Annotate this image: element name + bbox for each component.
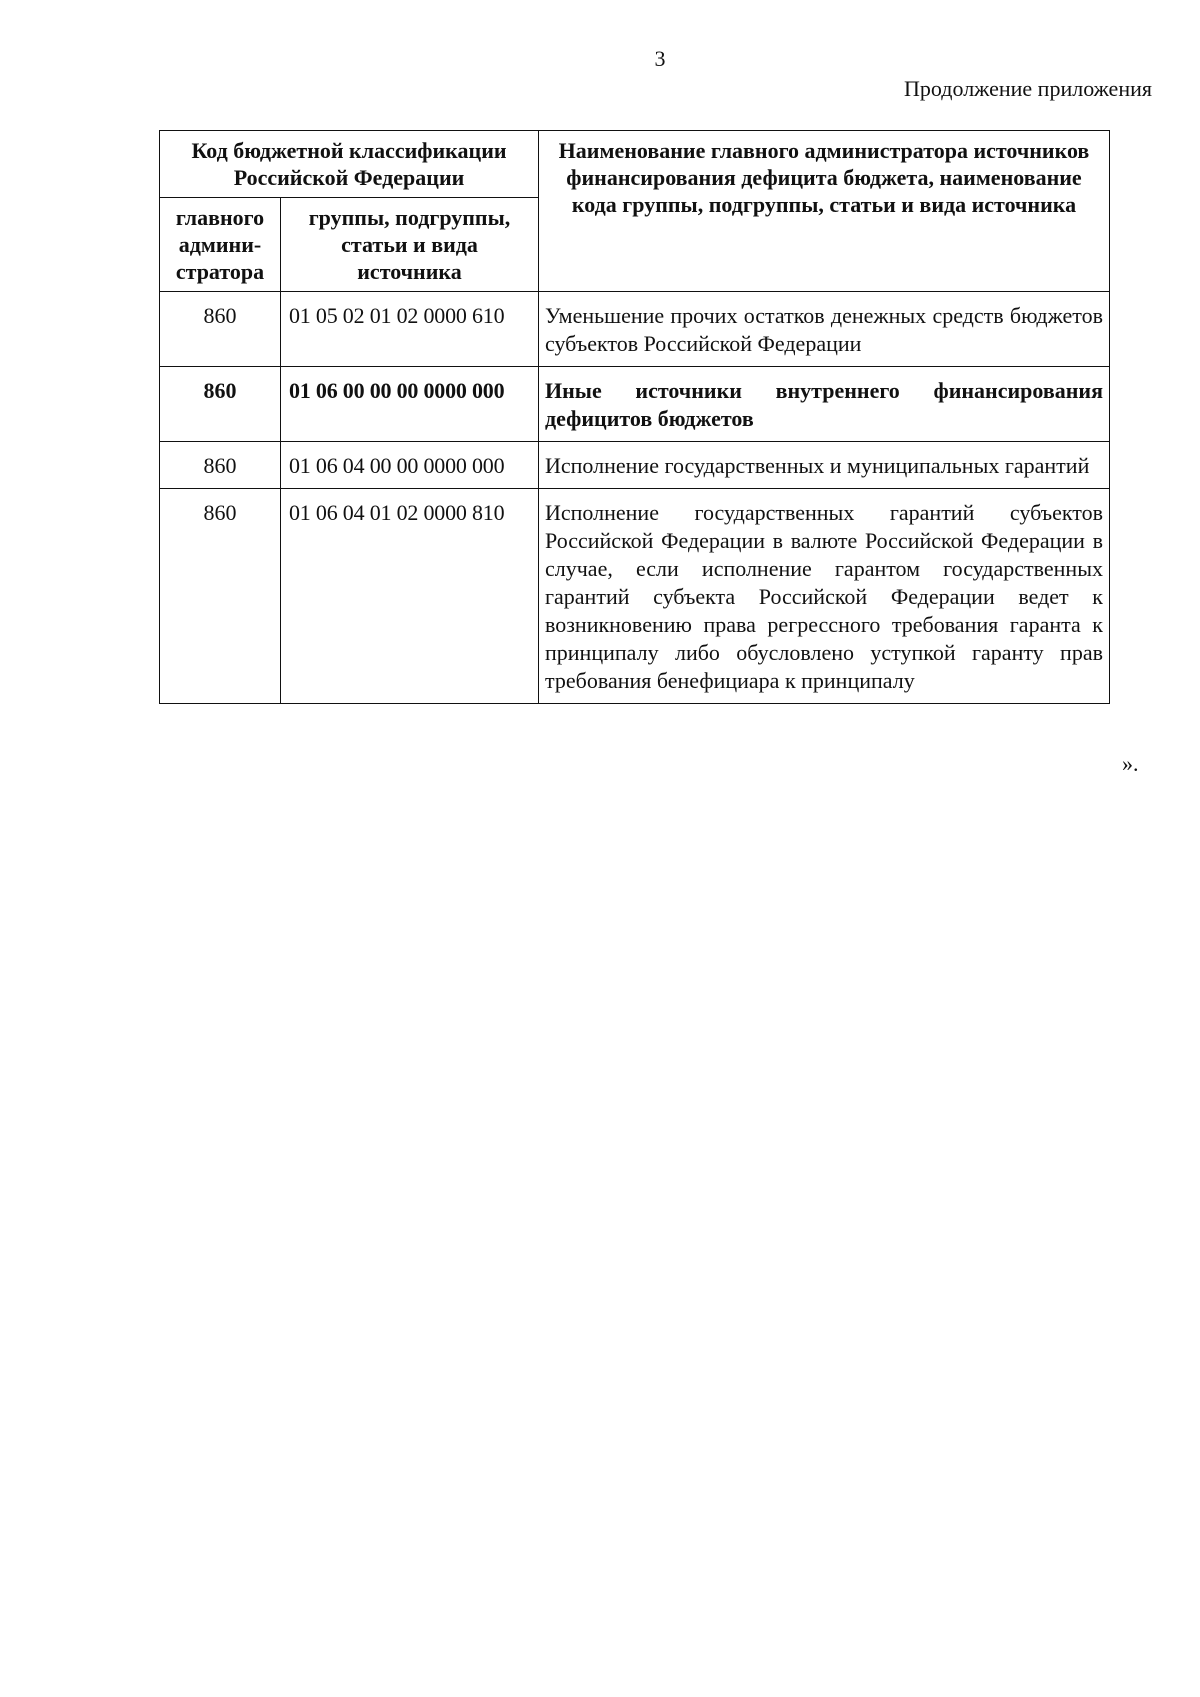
- admin-code-cell: 860: [160, 292, 281, 367]
- source-name-cell: Иные источники внутреннего финансирования дефицитов бюджетов: [539, 367, 1110, 442]
- table-row: [160, 292, 1110, 367]
- header-source-column: группы, подгруппы, статьи и вида источника: [281, 198, 539, 292]
- admin-code-cell: 860: [160, 442, 281, 489]
- header-code-group: Код бюджетной классификации Российской Федерации: [160, 131, 539, 198]
- source-name-cell: Исполнение государственных гарантий субъектов Российской Федерации в валюте Российской Федерации в случае, если исполнение гарантом государственных гарантий субъекта Российской Федерации ведет к возникновению права регрессного требования гаранта к принципалу либо обусловлено уступкой гаранту прав требования бенефициара к принципалу: [539, 489, 1110, 704]
- source-name-cell: Исполнение государственных и муниципальных гарантий: [539, 442, 1110, 489]
- source-code-cell: 01 06 00 00 00 0000 000: [281, 367, 539, 442]
- admin-code-cell: 860: [160, 367, 281, 442]
- page-number: 3: [654, 46, 666, 71]
- continuation-label: Продолжение приложения: [904, 76, 1152, 101]
- source-code-cell: 01 06 04 00 00 0000 000: [281, 442, 539, 489]
- table-row: [160, 367, 1110, 442]
- table-row: [160, 442, 1110, 489]
- table-row: [160, 489, 1110, 704]
- closing-quote: ».: [1122, 751, 1139, 776]
- budget-classification-table: [159, 130, 1110, 704]
- source-code-cell: 01 06 04 01 02 0000 810: [281, 489, 539, 704]
- source-code-cell: 01 05 02 01 02 0000 610: [281, 292, 539, 367]
- admin-code-cell: 860: [160, 489, 281, 704]
- table-body: [160, 292, 1110, 704]
- header-admin-column: главного админи-стратора: [160, 198, 281, 292]
- source-name-cell: Уменьшение прочих остатков денежных средств бюджетов субъектов Российской Федерации: [539, 292, 1110, 367]
- header-name-column: Наименование главного администратора источников финансирования дефицита бюджета, наименование кода группы, подгруппы, статьи и вида источника: [539, 131, 1110, 292]
